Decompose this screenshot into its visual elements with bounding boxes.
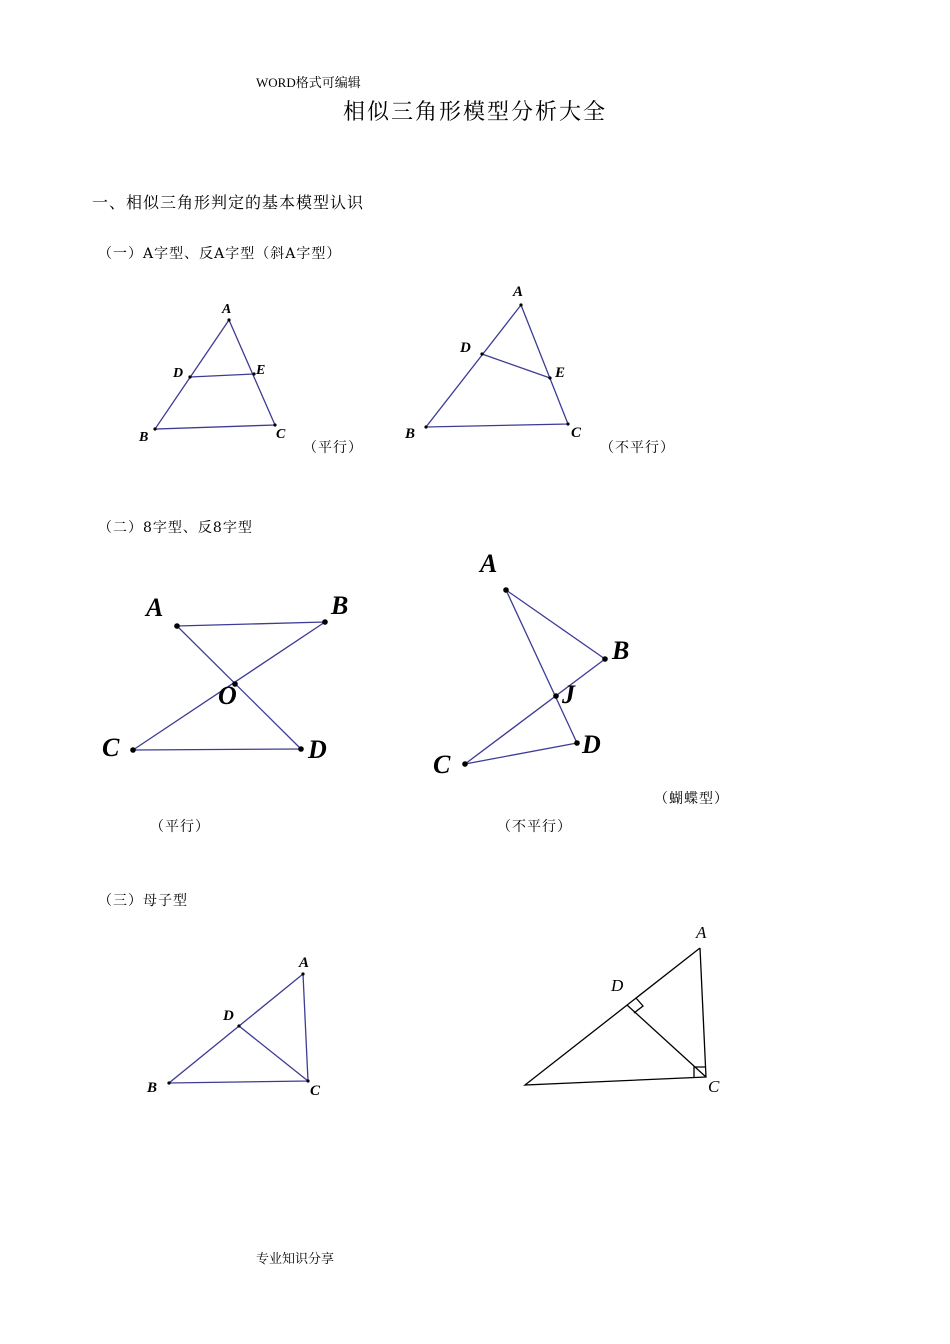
label-c: C (433, 750, 451, 779)
part1-heading: （一）A字型、反A字型（斜A字型） (98, 246, 342, 262)
label-d: D (173, 366, 184, 381)
part3-heading: （三）母子型 (98, 893, 188, 909)
label-a: A (513, 284, 524, 300)
label-a: A (480, 549, 498, 578)
note-not-parallel-1: （不平行） (600, 440, 675, 456)
page-header: WORD格式可编辑 (256, 75, 361, 90)
segment-de (190, 374, 254, 377)
label-d: D (460, 340, 471, 356)
label-a: A (299, 955, 310, 971)
label-a: A (146, 593, 164, 622)
label-b: B (147, 1080, 158, 1096)
figure-a-shape-not-parallel (404, 284, 582, 442)
figure-a-shape-parallel (138, 302, 286, 445)
label-d: D (611, 976, 624, 995)
label-j: J (562, 680, 575, 709)
label-c: C (102, 733, 120, 762)
figure-8-shape-not-parallel (433, 549, 629, 779)
label-b: B (405, 426, 416, 442)
segment-dc (239, 1026, 308, 1081)
label-c: C (571, 425, 582, 441)
label-a: A (222, 302, 232, 317)
label-a: A (696, 923, 707, 942)
label-e: E (555, 365, 566, 381)
note-not-parallel-2: （不平行） (497, 819, 572, 835)
label-c: C (276, 427, 286, 442)
triangle-abc (426, 305, 568, 427)
part2-heading: （二）8字型、反8字型 (98, 520, 253, 536)
section-heading: 一、相似三角形判定的基本模型认识 (92, 193, 365, 212)
page-title: 相似三角形模型分析大全 (342, 100, 607, 125)
label-e: E (256, 363, 266, 378)
label-b: B (331, 591, 349, 620)
label-d: D (223, 1008, 234, 1024)
note-parallel-1: （平行） (303, 440, 363, 456)
figure-8-shape-parallel (102, 591, 348, 764)
label-d: D (308, 735, 327, 764)
note-butterfly: （蝴蝶型） (654, 791, 729, 807)
figure-mother-child-left (146, 955, 321, 1099)
label-c: C (310, 1083, 321, 1099)
label-o: O (218, 681, 237, 710)
label-d: D (582, 730, 601, 759)
triangle-abc (169, 974, 308, 1083)
figure-mother-child-right (525, 923, 720, 1096)
page-footer: 专业知识分享 (256, 1252, 335, 1267)
note-parallel-2: （平行） (150, 819, 210, 835)
label-c: C (708, 1077, 720, 1096)
label-b: B (139, 430, 149, 445)
segment-de (482, 354, 550, 378)
label-b: B (612, 636, 630, 665)
